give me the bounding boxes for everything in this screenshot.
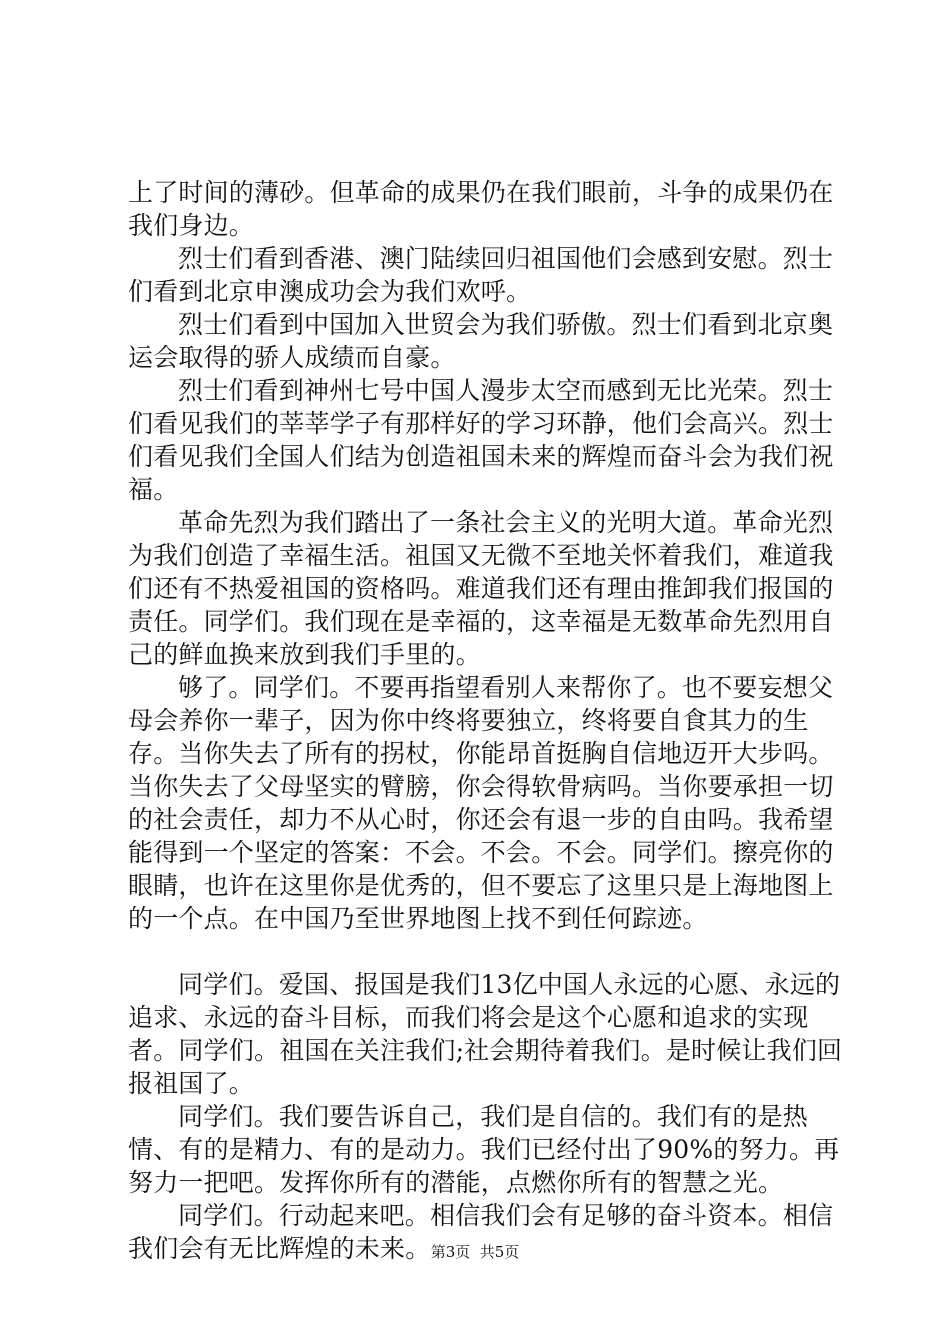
document-body	[128, 176, 850, 1265]
page-footer	[0, 1241, 950, 1262]
paragraph-7: 同学们。爱国、报国是我们13亿中国人永远的心愿、永远的追求、永远的奋斗目标，而我们将会是这个心愿和追求的实现者。同学们。祖国在关注我们;社会期待着我们。是时候让我们回报祖国了。	[128, 970, 843, 1098]
paragraph-3: 烈士们看到中国加入世贸会为我们骄傲。烈士们看到北京奥运会取得的骄人成绩而自豪。	[128, 310, 834, 372]
paragraph-2: 烈士们看到香港、澳门陆续回归祖国他们会感到安慰。烈士们看到北京申澳成功会为我们欢呼。	[128, 244, 834, 306]
paragraph-gap	[128, 935, 850, 968]
page-number-label: 第3页 共5页	[430, 1243, 520, 1261]
paragraph-9: 同学们。行动起来吧。相信我们会有足够的奋斗资本。相信我们会有无比辉煌的未来。	[128, 1201, 834, 1263]
paragraph-5: 革命先烈为我们踏出了一条社会主义的光明大道。革命光烈为我们创造了幸福生活。祖国又无微不至地关怀着我们，难道我们还有不热爱祖国的资格吗。难道我们还有理由推卸我们报国的责任。同学们。我们现在是幸福的，这幸福是无数革命先烈用自己的鲜血换来放到我们手里的。	[128, 508, 834, 669]
paragraph-4: 烈士们看到神州七号中国人漫步太空而感到无比光荣。烈士们看见我们的莘莘学子有那样好的学习环静，他们会高兴。烈士们看见我们全国人们结为创造祖国未来的辉煌而奋斗会为我们祝福。	[128, 376, 834, 504]
paragraph-8: 同学们。我们要告诉自己，我们是自信的。我们有的是热情、有的是精力、有的是动力。我们已经付出了90%的努力。再努力一把吧。发挥你所有的潜能，点燃你所有的智慧之光。	[128, 1102, 840, 1197]
paragraph-6: 够了。同学们。不要再指望看别人来帮你了。也不要妄想父母会养你一辈子，因为你中终将要独立，终将要自食其力的生存。当你失去了所有的拐杖，你能昂首挺胸自信地迈开大步吗。当你失去了父母坚实的臂膀，你会得软骨病吗。当你要承担一切的社会责任，却力不从心时，你还会有退一步的自由吗。我希望能得到一个坚定的答案：不会。不会。不会。同学们。擦亮你的眼睛，也许在这里你是优秀的，但不要忘了这里只是上海地图上的一个点。在中国乃至世界地图上找不到任何踪迹。	[128, 673, 834, 933]
paragraph-1: 上了时间的薄砂。但革命的成果仍在我们眼前，斗争的成果仍在我们身边。	[128, 178, 834, 240]
